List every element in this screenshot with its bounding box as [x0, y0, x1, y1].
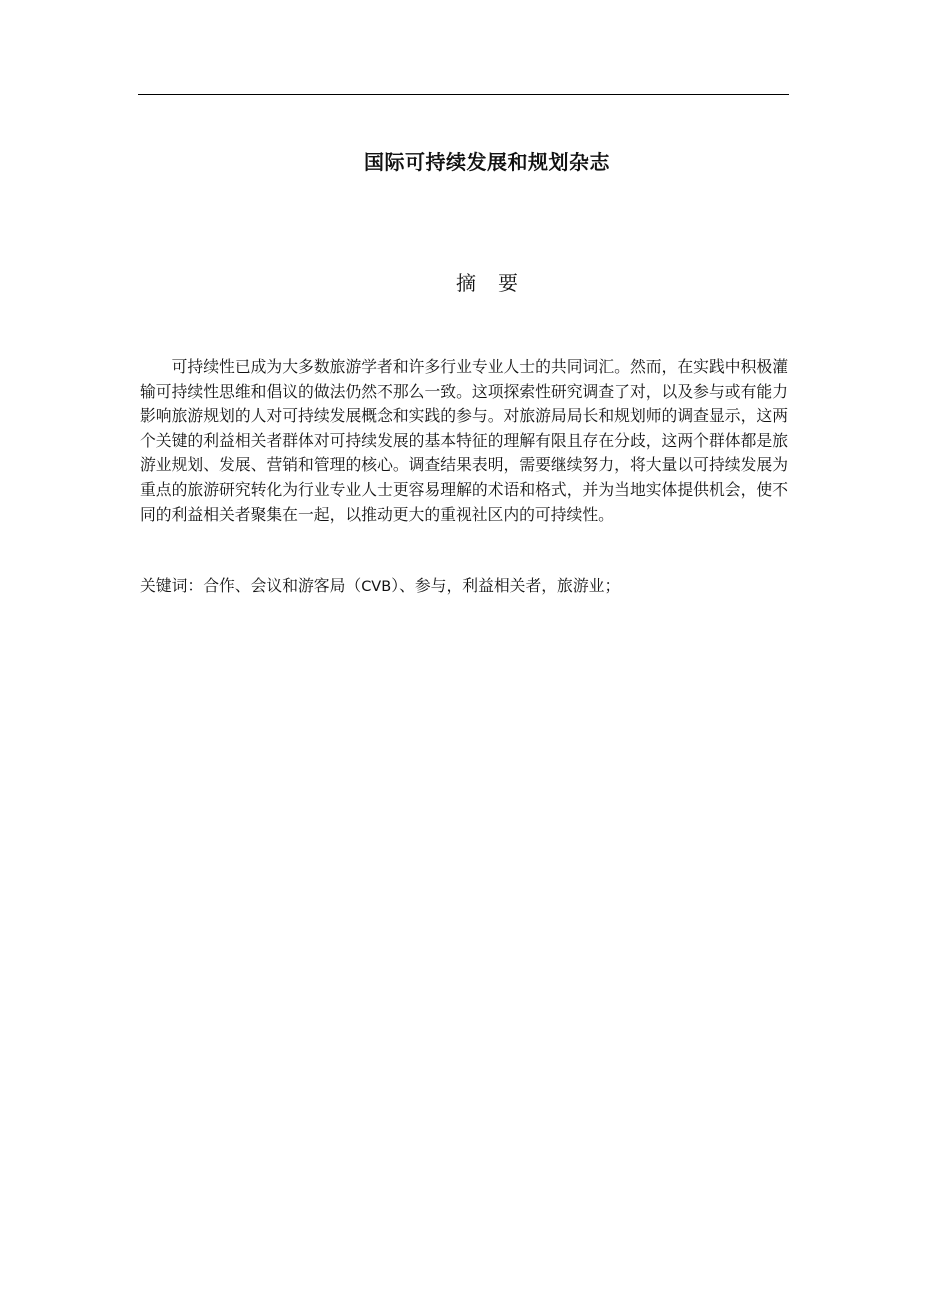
- header-rule: [138, 94, 789, 95]
- abstract-heading: 摘要: [456, 271, 540, 295]
- keywords-part-1: 合作、会议和游客局（: [203, 576, 362, 595]
- keywords-part-2: ）、参与，利益相关者，旅游业；: [391, 576, 621, 595]
- journal-title: 国际可持续发展和规划杂志: [364, 150, 610, 174]
- keywords-acronym: CVB: [361, 579, 392, 595]
- keywords-line: [140, 574, 788, 599]
- abstract-body: 可持续性已成为大多数旅游学者和许多行业专业人士的共同词汇。然而，在实践中积极灌输可持续性思维和倡议的做法仍然不那么一致。这项探索性研究调查了对，以及参与或有能力影响旅游规划的人对可持续发展概念和实践的参与。对旅游局局长和规划师的调查显示，这两个关键的利益相关者群体对可持续发展的基本特征的理解有限且存在分歧，这两个群体都是旅游业规划、发展、营销和管理的核心。调查结果表明，需要继续努力，将大量以可持续发展为重点的旅游研究转化为行业专业人士更容易理解的术语和格式，并为当地实体提供机会，使不同的利益相关者聚集在一起，以推动更大的重视社区内的可持续性。: [140, 357, 788, 524]
- keywords-label: 关键词：: [140, 576, 204, 595]
